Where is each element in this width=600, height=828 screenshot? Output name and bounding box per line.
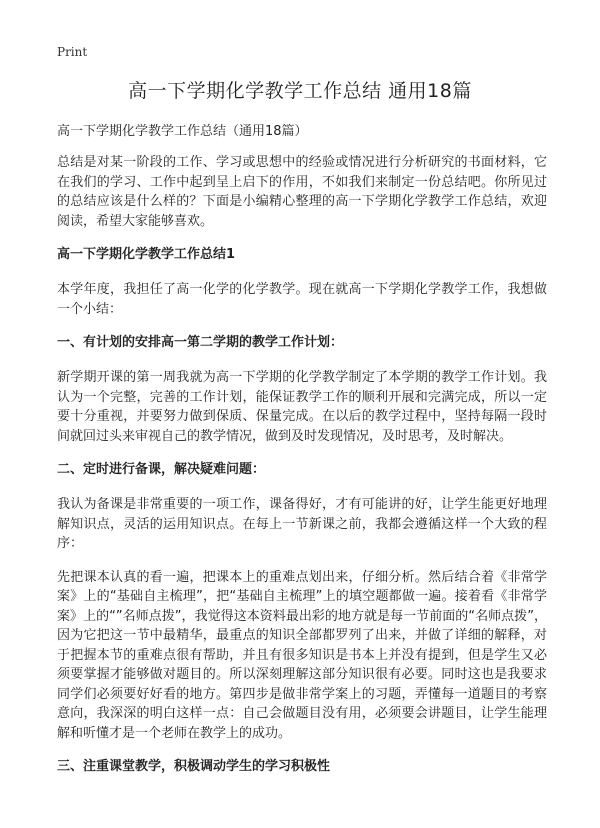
document-body bbox=[57, 122, 547, 792]
section-heading-1: 高一下学期化学教学工作总结1 bbox=[57, 247, 236, 262]
subheading-prep: 二、定时进行备课，解决疑难问题： bbox=[57, 462, 266, 477]
paragraph-procedure: 先把课本认真的看一遍，把课本上的重难点划出来，仔细分析。然后结合着《非常学案》上的“基础自主梳理”，把“基础自主梳理”上的填空题都做一遍。接着看《非常学案》上的“”名师点拨”，我觉得这本资料最出彩的地方就是每一节前面的“名师点拨”，因为它把这一节中最精华，最重点的知识全部都罗列了出来，并做了详细的解释，对于把握本节的重难点很有帮助，并且有很多知识是书本上并没有提到，但是学生又必须要掌握才能够做对题目的。所以深刻理解这部分知识很有必要。同时这也是我要求同学们必须要好好看的地方。第四步是做非常学案上的习题，弄懂每一道题目的考察意向，我深深的明白这样一点：自己会做题目没有用，必须要会讲题目，让学生能理解和听懂才是一个老师在教学上的成功。 bbox=[57, 569, 547, 741]
subheading-classroom: 三、注重课堂教学，积极调动学生的学习积极性 bbox=[57, 759, 331, 774]
paragraph-prep: 我认为备课是非常重要的一项工作，课备得好，才有可能讲的好，让学生能更好地理解知识点，灵活的运用知识点。在每上一节新课之前，我都会遵循这样一个大致的程序： bbox=[57, 497, 547, 551]
intro-paragraph: 总结是对某一阶段的工作、学习或思想中的经验或情况进行分析研究的书面材料，它在我们的学习、工作中起到呈上启下的作用，不如我们来制定一份总结吧。你所见过的总结应该是什么样的？下面是小编精心整理的高一下学期化学教学工作总结，欢迎阅读，希望大家能够喜欢。 bbox=[57, 155, 547, 229]
paragraph-plan: 新学期开课的第一周我就为高一下学期的化学教学制定了本学期的教学工作计划。我认为一个完整，完善的工作计划，能保证教学工作的顺利开展和完满完成，所以一定要十分重视，并要努力做到保质、保量完成。在以后的教学过程中，坚持每隔一段时间就回过头来审视自己的教学情况，做到及时发现情况，及时思考，及时解决。 bbox=[57, 370, 547, 444]
document-subtitle: 高一下学期化学教学工作总结（通用18篇） bbox=[57, 124, 308, 139]
subheading-plan: 一、有计划的安排高一第二学期的教学工作计划： bbox=[57, 335, 344, 350]
paragraph-overview: 本学年度，我担任了高一化学的化学教学。现在就高一下学期化学教学工作，我想做一个小结： bbox=[57, 282, 547, 317]
print-label: Print bbox=[57, 45, 88, 59]
page-title: 高一下学期化学教学工作总结 通用18篇 bbox=[128, 80, 472, 102]
